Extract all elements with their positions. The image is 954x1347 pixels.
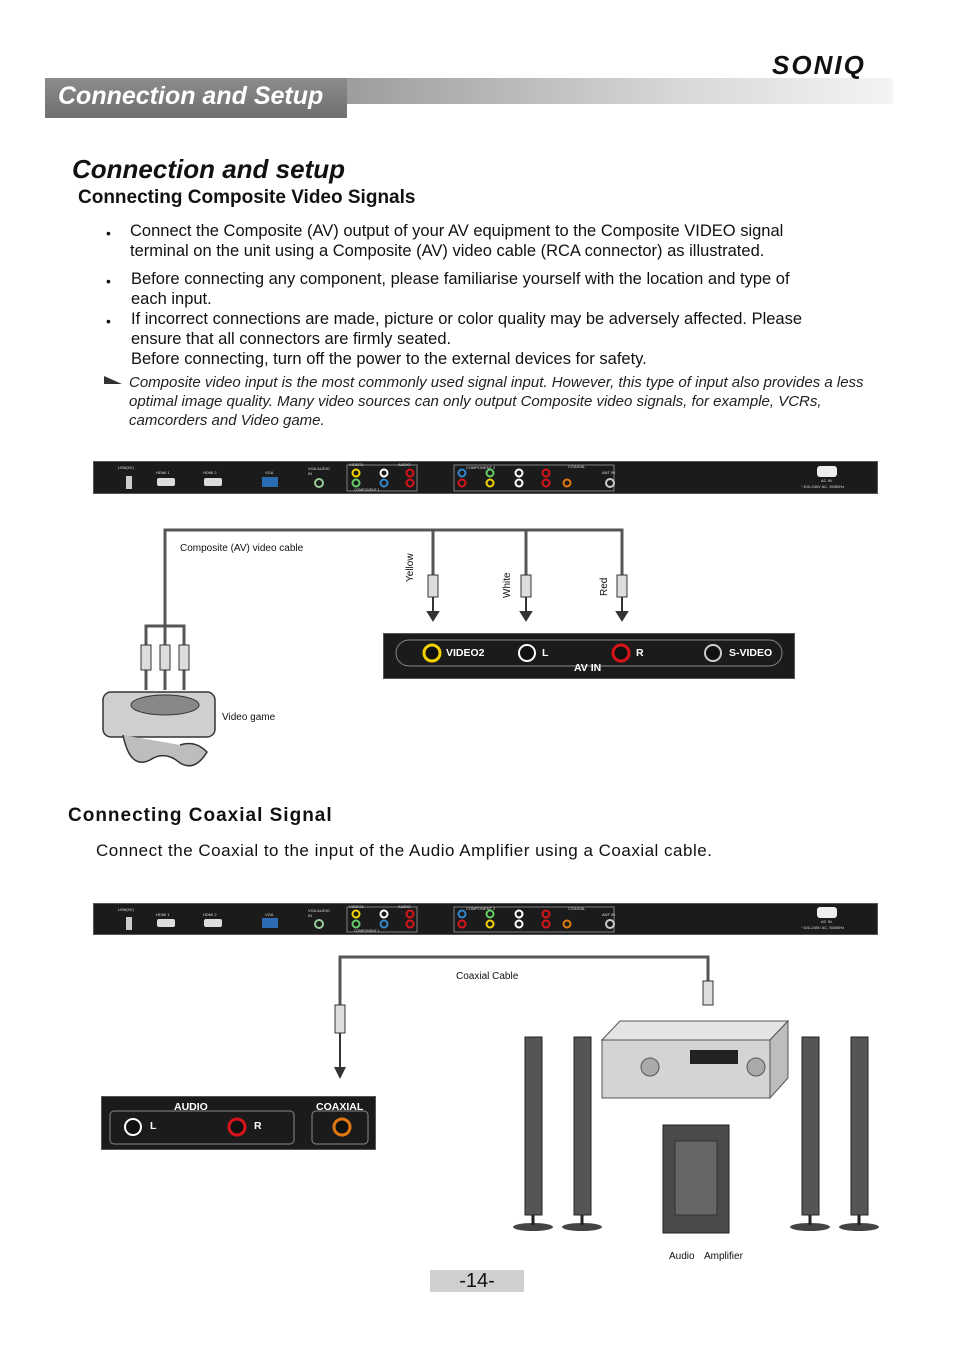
component1-label: COMPONENT 1 [354, 488, 380, 492]
tv-rear-panel [93, 461, 878, 494]
component2-label: COMPONENT 2 [466, 906, 496, 911]
vga-audio-label: VGA AUDIO IN [308, 466, 330, 476]
audio-label: AUDIO [174, 1101, 208, 1113]
usb-label: USB(5V) [118, 907, 134, 912]
bullet-line: each input. [131, 290, 212, 308]
bullet-line: terminal on the unit using a Composite (AV) video cable (RCA connector) as illustrated. [130, 242, 765, 260]
hdmi2-label: HDMI 2 [203, 912, 217, 917]
bullet-line: If incorrect connections are made, picture or color quality may be adversely affected. Please [131, 310, 803, 328]
component1-label: COMPONENT 1 [354, 929, 380, 933]
vga-audio-label: VGA AUDIO IN [308, 908, 330, 918]
page-title: Connection and setup [72, 154, 345, 184]
av-in-panel [383, 633, 795, 679]
hdmi1-label: HDMI 1 [156, 470, 170, 475]
audio-label: AUDIO [398, 462, 411, 467]
video1-label: VIDEO1 [349, 904, 364, 909]
page-number: -14- [430, 1270, 524, 1292]
l-label: L [542, 647, 549, 659]
coaxial-text: Connect the Coaxial to the input of the Audio Amplifier using a Coaxial cable. [96, 841, 713, 860]
audio-label: AUDIO [398, 904, 411, 909]
coaxial-label: COAXIAL [316, 1101, 364, 1113]
ac-voltage-label: ~100-240V AC, 50/60Hz [801, 484, 845, 489]
ant-label: ANT IN [602, 470, 616, 475]
bullet-marker: • [106, 313, 111, 329]
vga-label: VGA [265, 912, 274, 917]
r-label: R [254, 1120, 262, 1132]
amp-label-amplifier: Amplifier [704, 1251, 743, 1262]
l-label: L [150, 1120, 157, 1132]
brand-logo: SONIQ [772, 50, 866, 80]
coaxial-cable-label: Coaxial Cable [456, 971, 519, 982]
bullet-line: Before connecting any component, please familiarise yourself with the location and type of [131, 270, 790, 288]
video1-label: VIDEO1 [349, 462, 364, 467]
ac-voltage-label: ~100-240V AC, 50/60Hz [801, 925, 845, 930]
svideo-label: S-VIDEO [729, 647, 773, 659]
coaxial-label: COAXIAL [568, 906, 586, 911]
coaxial-cable-diagram [320, 945, 910, 1245]
red-label: Red [599, 577, 610, 596]
section-title: Connection and Setup [58, 82, 324, 110]
hdmi1-label: HDMI 1 [156, 912, 170, 917]
r-label: R [636, 647, 644, 659]
audio-coaxial-panel [101, 1096, 376, 1150]
video2-label: VIDEO2 [446, 647, 485, 659]
amp-label-audio: Audio [669, 1251, 695, 1262]
note-text: Composite video input is the most commonly used signal input. However, this type of input also provides a less optimal image quality. Many video sources can only output Composite video signals, for example, VCRs, camcorders and Video game. [129, 374, 864, 429]
coaxial-label: COAXIAL [568, 464, 586, 469]
bullet-line: Connect the Composite (AV) output of your AV equipment to the Composite VIDEO signal [130, 222, 784, 240]
bullet-line: Before connecting, turn off the power to the external devices for safety. [131, 350, 647, 368]
ac-label: AC IN [821, 919, 832, 924]
component2-label: COMPONENT 2 [466, 465, 496, 470]
bullet-marker: • [106, 273, 111, 289]
yellow-label: Yellow [405, 553, 416, 582]
white-label: White [502, 572, 513, 598]
usb-label: USB(5V) [118, 465, 134, 470]
vga-label: VGA [265, 470, 274, 475]
ant-label: ANT IN [602, 912, 616, 917]
hdmi2-label: HDMI 2 [203, 470, 217, 475]
tv-rear-panel-2 [93, 903, 878, 935]
avin-label: AV IN [574, 662, 602, 674]
bullet-marker: • [106, 225, 111, 241]
coaxial-heading: Connecting Coaxial Signal [68, 805, 333, 826]
cable-label: Composite (AV) video cable [180, 543, 304, 554]
composite-heading: Connecting Composite Video Signals [78, 187, 416, 208]
device-label: Video game [222, 712, 276, 723]
note-arrow-icon [104, 376, 122, 386]
ac-label: AC IN [821, 478, 832, 483]
bullet-line: ensure that all connectors are firmly seated. [131, 330, 452, 348]
